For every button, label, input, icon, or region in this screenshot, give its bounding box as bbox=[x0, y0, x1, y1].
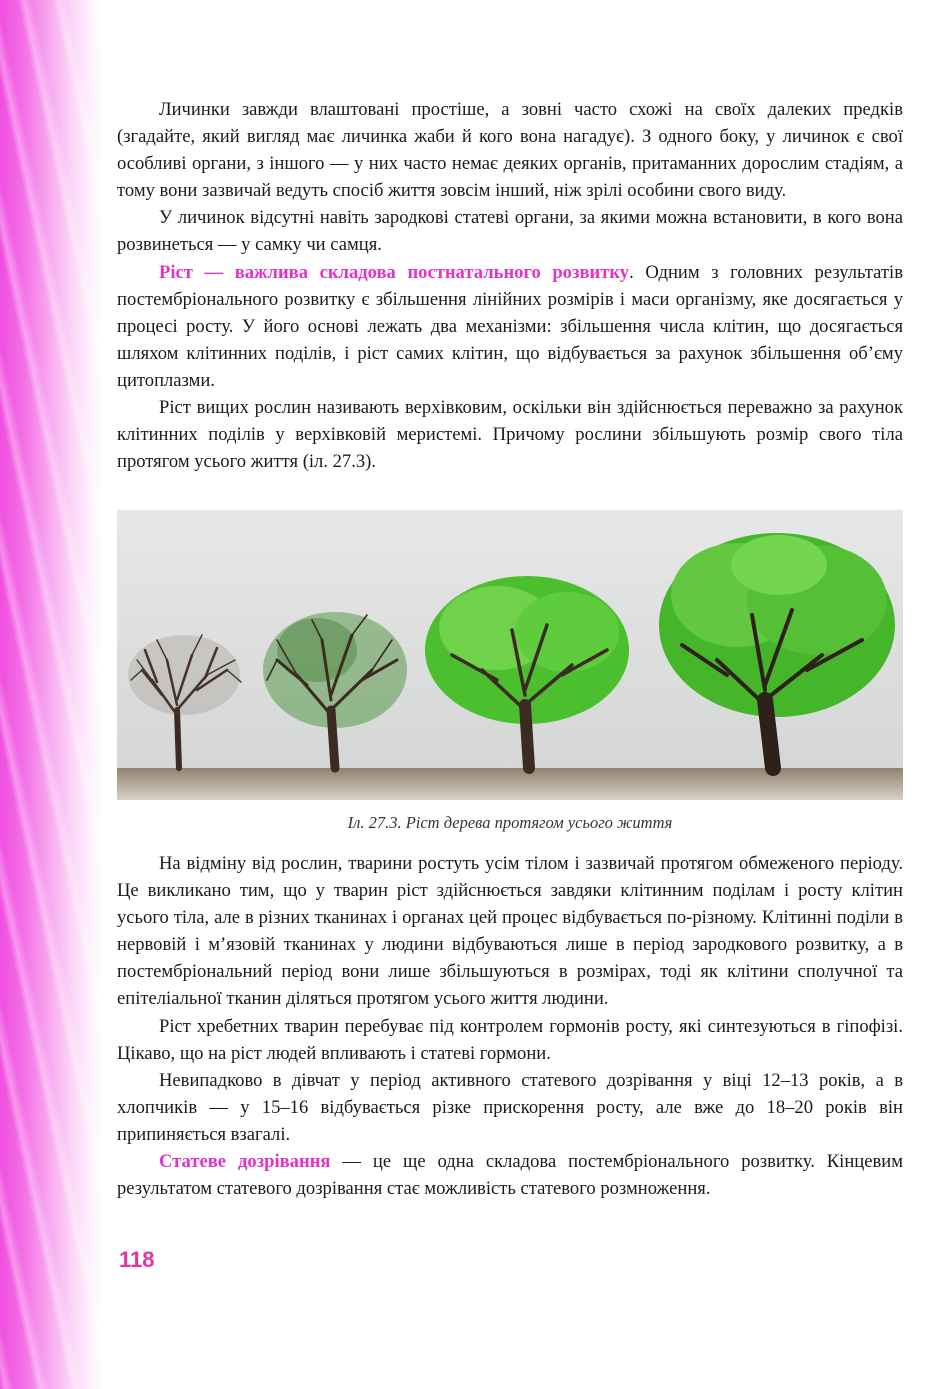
page-number: 118 bbox=[119, 1247, 155, 1272]
paragraph: Ріст вищих рослин називають верхівковим, оскільки він здійснюється переважно за рахунок клітинних поділів у верхівковій меристемі. Причому рослини збільшують розмір свого тіла протягом усього життя (іл. 27.3). bbox=[117, 397, 903, 473]
paragraph: Ріст хребетних тварин перебуває під контролем гормонів росту, які синтезуються в гіпофізі. Цікаво, що на ріст людей впливають і статеві гормони. bbox=[117, 1015, 903, 1064]
highlight-term: Статеве дозрівання bbox=[159, 1151, 331, 1173]
text-block-bottom bbox=[117, 850, 903, 1202]
ground bbox=[117, 768, 903, 800]
paragraph bbox=[117, 259, 903, 394]
paragraph: У личинок відсутні навіть зародкові статеві органи, за якими можна встановити, в кого вона розвинеться — у самку чи самця. bbox=[117, 207, 903, 256]
tree-growth-illustration bbox=[117, 510, 903, 800]
highlight-term: Ріст — важлива складова постнатального розвитку bbox=[159, 261, 630, 283]
paragraph-text: . Одним з головних результатів постембріонального розвитку є збільшення лінійних розмірів і маси організму, яке досягається у процесі росту. У його основі лежать два механізми: збільшення числа клітин, що досягається шляхом клітинних поділів, і ріст самих клітин, що відбувається за рахунок збільшення об’єму цитоплазми. bbox=[117, 261, 903, 391]
text-block-top bbox=[117, 96, 903, 475]
paragraph: Невипадково в дівчат у період активного статевого дозрівання у віці 12–13 років, а в хлопчиків — у 15–16 відбувається різке прискорення росту, але вже до 18–20 років він припиняється взагалі. bbox=[117, 1069, 903, 1145]
paragraph: Личинки завжди влаштовані простіше, а зовні часто схожі на своїх далеких предків (згадайте, який вигляд має личинка жаби й кого вона нагадує). З одного боку, у личинок є свої особливі органи, з іншого — у них часто немає деяких органів, притаманних дорослим стадіям, а тому вони зазвичай ведуть спосіб життя зовсім інший, ніж зрілі особини свого виду. bbox=[117, 99, 903, 202]
figure-caption: Іл. 27.3. Ріст дерева протягом усього життя bbox=[347, 813, 673, 832]
decorative-side-band bbox=[0, 0, 104, 1389]
paragraph-text: — це ще одна складова постембріонального розвитку. Кінцевим результатом статевого дозрівання стає можливість статевого розмноження. bbox=[117, 1151, 903, 1200]
paragraph bbox=[117, 1148, 903, 1202]
paragraph: На відміну від рослин, тварини ростуть усім тілом і зазвичай протягом обмеженого періоду. Це викликано тим, що у тварин ріст здійснюється завдяки клітинним поділам і росту клітин усього тіла, але в різних тканинах і органах цей процес відбувається по-різному. Клітинні поділи в нервовій і м’язовій тканинах у людини відбуваються лише в період зародкового розвитку, а в постембріональний період вони лише збільшуються в розмірах, тоді як клітини сполучної та епітеліальної тканин діляться протягом усього життя людини. bbox=[117, 853, 903, 1010]
